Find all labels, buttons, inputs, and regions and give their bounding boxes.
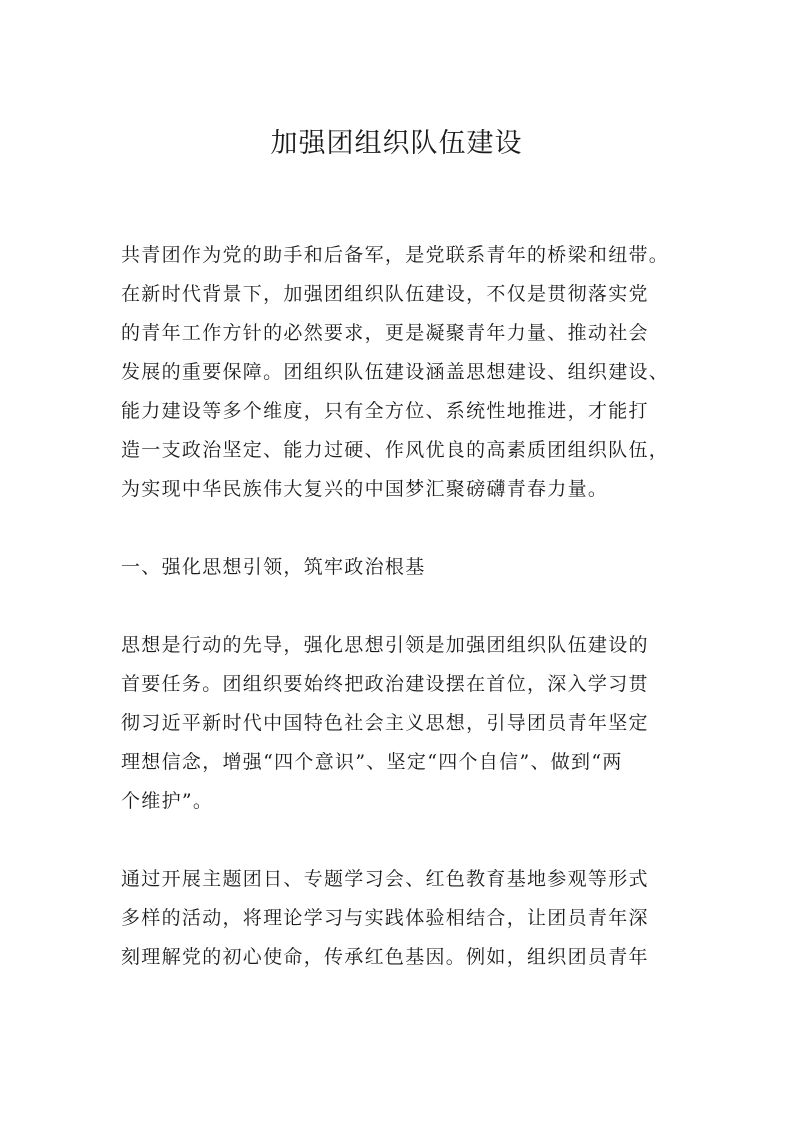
document-body xyxy=(121,236,693,977)
text-line: 通过开展主题团日、专题学习会、红色教育基地参观等形式 xyxy=(121,868,649,890)
text-line: 在新时代背景下，加强团组织队伍建设，不仅是贯彻落实党 xyxy=(121,283,649,305)
paragraph-spacer xyxy=(121,509,693,548)
text-line: 多样的活动，将理论学习与实践体验相结合，让团员青年深 xyxy=(121,907,649,929)
page-title: 加强团组织队伍建设 xyxy=(270,128,523,159)
text-line: 能力建设等多个维度，只有全方位、系统性地推进，才能打 xyxy=(121,400,649,422)
section1-paragraph-1 xyxy=(121,626,693,821)
text-line: 思想是行动的先导，强化思想引领是加强团组织队伍建设的 xyxy=(121,634,649,656)
text-line: 彻习近平新时代中国特色社会主义思想，引导团员青年坚定 xyxy=(121,712,649,734)
text-line: 为实现中华民族伟大复兴的中国梦汇聚磅礴青春力量。 xyxy=(121,478,609,500)
text-line: 理想信念，增强“四个意识”、坚定“四个自信”、做到“两 xyxy=(121,751,623,773)
text-line: 的青年工作方针的必然要求，更是凝聚青年力量、推动社会 xyxy=(121,322,649,344)
section-heading: 一、强化思想引领，筑牢政治根基 xyxy=(121,556,426,578)
paragraph-spacer xyxy=(121,821,693,860)
text-line: 造一支政治坚定、能力过硬、作风优良的高素质团组织队伍， xyxy=(121,439,670,461)
text-line: 发展的重要保障。团组织队伍建设涵盖思想建设、组织建设、 xyxy=(121,361,670,383)
text-line: 首要任务。团组织要始终把政治建设摆在首位，深入学习贯 xyxy=(121,673,649,695)
intro-paragraph xyxy=(121,236,693,509)
section1-paragraph-2 xyxy=(121,860,693,977)
text-line: 个维护”。 xyxy=(121,790,214,812)
paragraph-spacer xyxy=(121,587,693,626)
text-line: 共青团作为党的助手和后备军，是党联系青年的桥梁和纽带。 xyxy=(121,244,670,266)
text-line: 刻理解党的初心使命，传承红色基因。例如，组织团员青年 xyxy=(121,946,649,968)
